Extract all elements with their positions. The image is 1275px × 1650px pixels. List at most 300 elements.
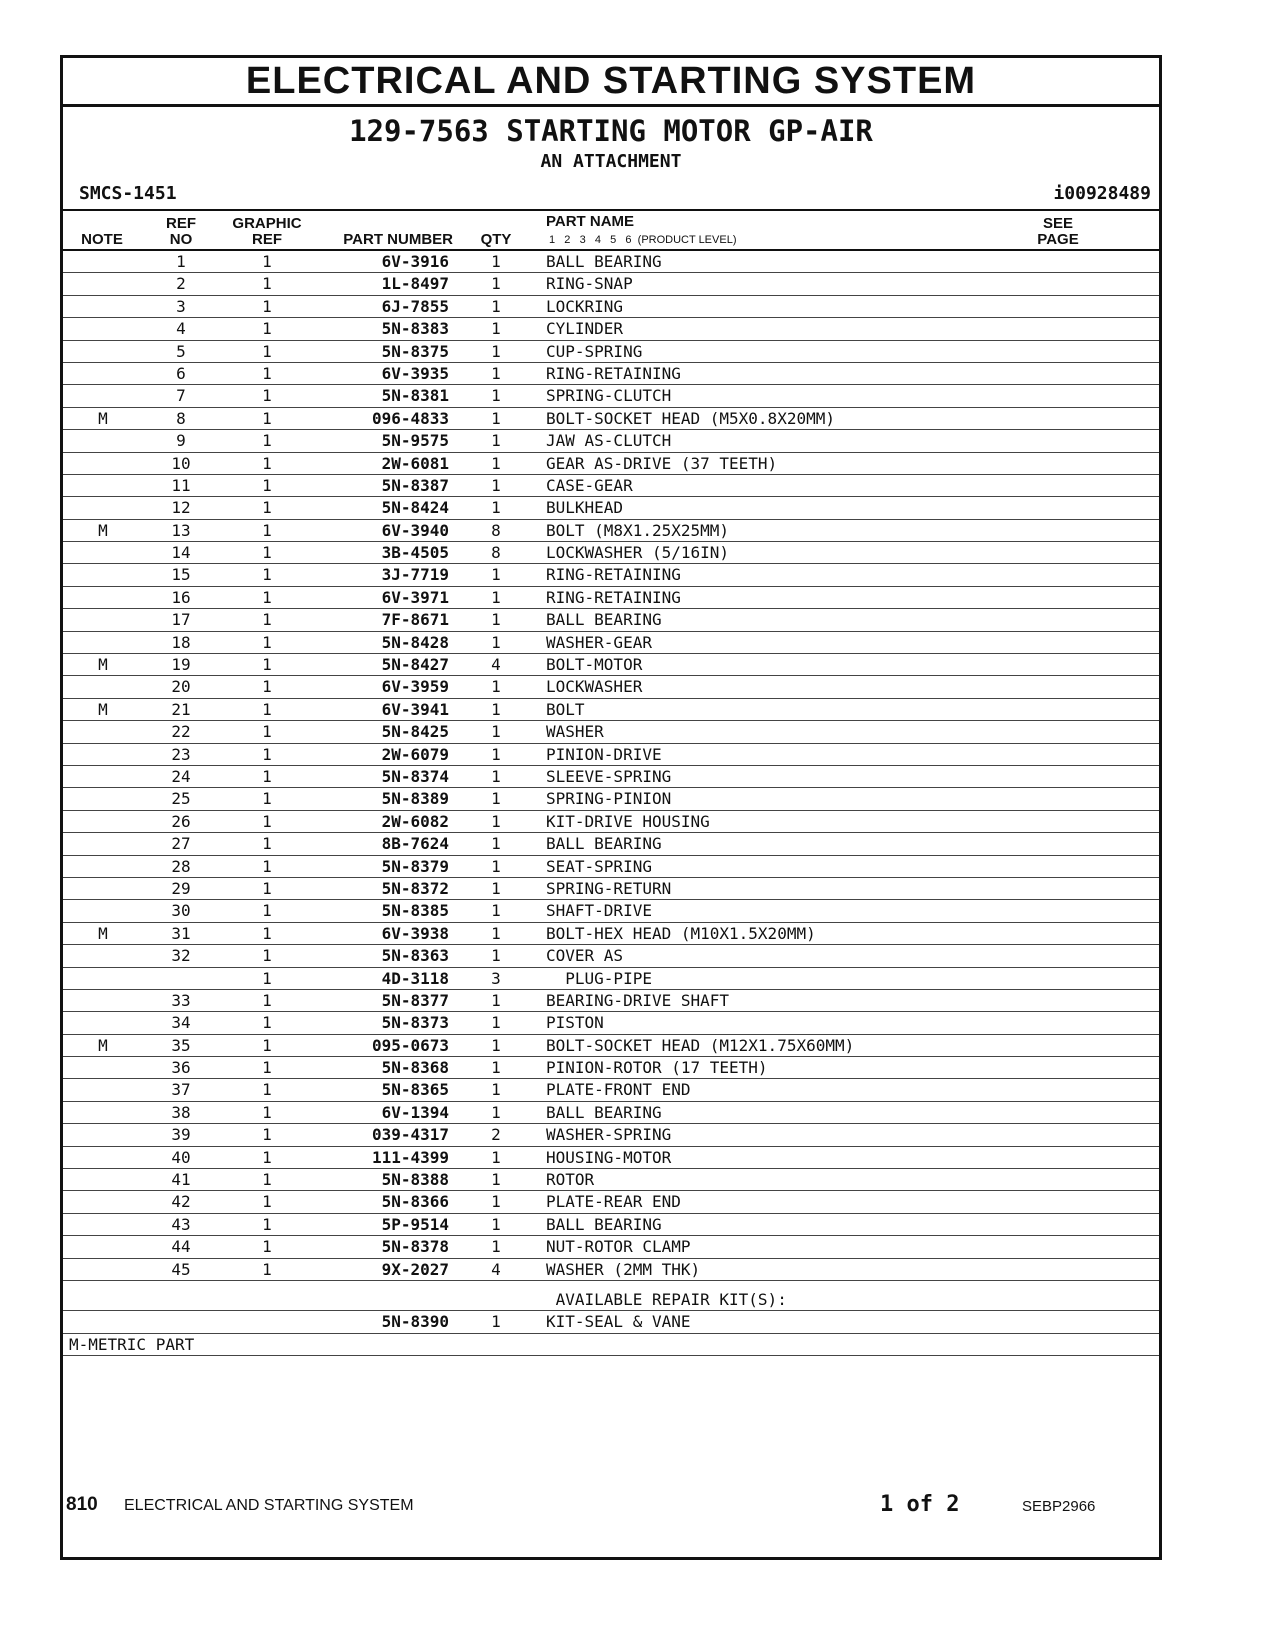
table-row <box>63 990 1159 1012</box>
qty-cell: 1 <box>491 699 501 719</box>
qty-cell: 1 <box>491 946 501 966</box>
part-number-cell: 4D-3118 <box>381 968 449 988</box>
table-row <box>63 385 1159 407</box>
table-row <box>63 1259 1159 1281</box>
qty-cell: 1 <box>491 722 501 742</box>
qty-cell: 1 <box>491 811 501 831</box>
part-name-cell: SHAFT-DRIVE <box>546 901 652 921</box>
ref-no-cell: 39 <box>171 1125 191 1145</box>
part-number-cell: 7F-8671 <box>381 610 449 630</box>
metric-legend: M-METRIC PART <box>69 1334 195 1354</box>
part-name-cell: BALL BEARING <box>546 610 662 630</box>
part-name-cell: BALL BEARING <box>546 1102 662 1122</box>
ref-no-cell: 8 <box>176 408 186 428</box>
note-cell: M <box>98 408 108 428</box>
spacer-row <box>63 1281 1159 1289</box>
graphic-ref-cell: 1 <box>262 834 272 854</box>
qty-cell: 4 <box>491 655 501 675</box>
graphic-ref-cell: 1 <box>262 789 272 809</box>
ref-no-cell: 26 <box>171 811 191 831</box>
ref-no-cell: 42 <box>171 1192 191 1212</box>
ref-no-cell: 23 <box>171 744 191 764</box>
table-row <box>63 632 1159 654</box>
graphic-ref-cell: 1 <box>262 520 272 540</box>
part-name-cell: LOCKWASHER <box>546 677 643 697</box>
part-number-cell: 5N-8373 <box>381 1013 449 1033</box>
part-number-cell: 5P-9514 <box>381 1214 449 1234</box>
ref-no-cell: 25 <box>171 789 191 809</box>
qty-cell: 1 <box>491 990 501 1010</box>
graphic-ref-cell: 1 <box>262 498 272 518</box>
graphic-ref-cell: 1 <box>262 901 272 921</box>
col-graphic-ref-line2: REF <box>252 231 282 248</box>
part-name-cell: GEAR AS-DRIVE (37 TEETH) <box>546 453 778 473</box>
table-row <box>63 318 1159 340</box>
graphic-ref-cell: 1 <box>262 1058 272 1078</box>
part-number-cell: 9X-2027 <box>381 1259 449 1279</box>
ref-no-cell: 6 <box>176 363 186 383</box>
part-name-cell: PINION-DRIVE <box>546 744 662 764</box>
footer-section: ELECTRICAL AND STARTING SYSTEM <box>124 1497 414 1514</box>
graphic-ref-cell: 1 <box>262 1259 272 1279</box>
table-row <box>63 1147 1159 1169</box>
qty-cell: 8 <box>491 520 501 540</box>
graphic-ref-cell: 1 <box>262 968 272 988</box>
graphic-ref-cell: 1 <box>262 565 272 585</box>
qty-cell: 1 <box>491 363 501 383</box>
part-number-cell: 5N-8368 <box>381 1058 449 1078</box>
part-number-cell: 5N-8424 <box>381 498 449 518</box>
part-number-cell: 6V-3971 <box>381 587 449 607</box>
part-name-cell: BALL BEARING <box>546 834 662 854</box>
graphic-ref-cell: 1 <box>262 1102 272 1122</box>
part-number-cell: 5N-9575 <box>381 431 449 451</box>
table-row <box>63 296 1159 318</box>
qty-cell: 1 <box>491 1058 501 1078</box>
qty-cell: 8 <box>491 543 501 563</box>
part-number-cell: 2W-6081 <box>381 453 449 473</box>
part-number-cell: 5N-8383 <box>381 319 449 339</box>
part-name-cell: NUT-ROTOR CLAMP <box>546 1237 691 1257</box>
qty-cell: 1 <box>491 1080 501 1100</box>
note-cell: M <box>98 1035 108 1055</box>
table-row <box>63 363 1159 385</box>
part-number-cell: 6V-1394 <box>381 1102 449 1122</box>
graphic-ref-cell: 1 <box>262 610 272 630</box>
graphic-ref-cell: 1 <box>262 699 272 719</box>
table-row <box>63 923 1159 945</box>
part-number-cell: 6V-3938 <box>381 923 449 943</box>
part-name-cell: BOLT (M8X1.25X25MM) <box>546 520 730 540</box>
qty-cell: 1 <box>491 744 501 764</box>
qty-cell: 1 <box>491 1035 501 1055</box>
ref-no-cell: 1 <box>176 252 186 271</box>
table-row <box>63 968 1159 990</box>
note-cell: M <box>98 520 108 540</box>
part-number-cell: 1L-8497 <box>381 274 449 294</box>
ref-no-cell: 15 <box>171 565 191 585</box>
table-row <box>63 1124 1159 1146</box>
qty-cell: 1 <box>491 1312 501 1332</box>
ref-no-cell: 32 <box>171 946 191 966</box>
part-name-cell: LOCKRING <box>546 296 624 316</box>
graphic-ref-cell: 1 <box>262 1237 272 1257</box>
part-number-cell: 111-4399 <box>371 1147 449 1167</box>
graphic-ref-cell: 1 <box>262 1125 272 1145</box>
table-row <box>63 945 1159 967</box>
part-number-cell: 5N-8379 <box>381 856 449 876</box>
part-name-cell: BOLT <box>546 699 585 719</box>
repair-kit-row <box>63 1311 1159 1333</box>
table-row <box>63 251 1159 273</box>
part-name-cell: CYLINDER <box>546 319 624 339</box>
ref-no-cell: 30 <box>171 901 191 921</box>
part-name-cell: PLUG-PIPE <box>546 968 652 988</box>
part-name-cell: PISTON <box>546 1013 604 1033</box>
part-number-cell: 2W-6082 <box>381 811 449 831</box>
ref-no-cell: 20 <box>171 677 191 697</box>
ref-no-cell: 45 <box>171 1259 191 1279</box>
qty-cell: 1 <box>491 1214 501 1234</box>
part-name-cell: KIT-SEAL & VANE <box>546 1312 691 1332</box>
note-cell: M <box>98 655 108 675</box>
table-row <box>63 475 1159 497</box>
part-number-cell: 5N-8427 <box>381 655 449 675</box>
qty-cell: 1 <box>491 453 501 473</box>
ref-no-cell: 3 <box>176 296 186 316</box>
qty-cell: 1 <box>491 1147 501 1167</box>
graphic-ref-cell: 1 <box>262 722 272 742</box>
part-name-cell: RING-RETAINING <box>546 565 681 585</box>
graphic-ref-cell: 1 <box>262 453 272 473</box>
graphic-ref-cell: 1 <box>262 319 272 339</box>
ref-no-cell: 13 <box>171 520 191 540</box>
qty-cell: 1 <box>491 565 501 585</box>
table-row <box>63 766 1159 788</box>
part-name-cell: BOLT-SOCKET HEAD (M12X1.75X60MM) <box>546 1035 855 1055</box>
smcs-code: SMCS-1451 <box>79 183 177 204</box>
part-number-cell: 3B-4505 <box>381 543 449 563</box>
part-name-cell: BOLT-SOCKET HEAD (M5X0.8X20MM) <box>546 408 835 428</box>
ref-no-cell: 10 <box>171 453 191 473</box>
col-graphic-ref-line1: GRAPHIC <box>232 215 302 232</box>
qty-cell: 1 <box>491 274 501 294</box>
part-number-cell: 6V-3941 <box>381 699 449 719</box>
part-number-cell: 5N-8425 <box>381 722 449 742</box>
graphic-ref-cell: 1 <box>262 363 272 383</box>
ref-no-cell: 27 <box>171 834 191 854</box>
part-number-cell: 5N-8389 <box>381 789 449 809</box>
page-frame <box>60 55 1162 1560</box>
table-row <box>63 609 1159 631</box>
graphic-ref-cell: 1 <box>262 1214 272 1234</box>
product-level: 1 2 3 4 5 6 (PRODUCT LEVEL) <box>549 234 737 246</box>
table-row <box>63 520 1159 542</box>
part-name-cell: BOLT-MOTOR <box>546 655 643 675</box>
part-number-cell: 5N-8374 <box>381 766 449 786</box>
ref-no-cell: 12 <box>171 498 191 518</box>
legend-row <box>63 1334 1159 1356</box>
ref-no-cell: 19 <box>171 655 191 675</box>
graphic-ref-cell: 1 <box>262 744 272 764</box>
qty-cell: 1 <box>491 856 501 876</box>
part-name-cell: CASE-GEAR <box>546 475 633 495</box>
part-name-cell: LOCKWASHER (5/16IN) <box>546 543 730 563</box>
part-number-cell: 6J-7855 <box>381 296 449 316</box>
ref-no-cell: 29 <box>171 878 191 898</box>
table-row <box>63 408 1159 430</box>
part-name-cell: SLEEVE-SPRING <box>546 766 672 786</box>
graphic-ref-cell: 1 <box>262 1035 272 1055</box>
graphic-ref-cell: 1 <box>262 632 272 652</box>
table-row <box>63 1035 1159 1057</box>
qty-cell: 1 <box>491 1013 501 1033</box>
graphic-ref-cell: 1 <box>262 946 272 966</box>
graphic-ref-cell: 1 <box>262 856 272 876</box>
graphic-ref-cell: 1 <box>262 990 272 1010</box>
graphic-ref-cell: 1 <box>262 543 272 563</box>
part-number-cell: 5N-8372 <box>381 878 449 898</box>
part-number-cell: 6V-3940 <box>381 520 449 540</box>
part-name-cell: BOLT-HEX HEAD (M10X1.5X20MM) <box>546 923 816 943</box>
table-row <box>63 587 1159 609</box>
table-row <box>63 430 1159 452</box>
graphic-ref-cell: 1 <box>262 296 272 316</box>
assembly-subtitle: AN ATTACHMENT <box>540 151 682 172</box>
qty-cell: 1 <box>491 475 501 495</box>
part-number-cell: 6V-3959 <box>381 677 449 697</box>
part-name-cell: BEARING-DRIVE SHAFT <box>546 990 730 1010</box>
part-name-cell: WASHER (2MM THK) <box>546 1259 701 1279</box>
part-name-cell: HOUSING-MOTOR <box>546 1147 672 1167</box>
table-row <box>63 1236 1159 1258</box>
ref-no-cell: 22 <box>171 722 191 742</box>
qty-cell: 1 <box>491 766 501 786</box>
table-row <box>63 744 1159 766</box>
ref-no-cell: 11 <box>171 475 191 495</box>
part-name-cell: SPRING-PINION <box>546 789 672 809</box>
ref-no-cell: 5 <box>176 341 186 361</box>
col-ref-no-line2: NO <box>169 231 193 248</box>
table-row <box>63 878 1159 900</box>
note-cell: M <box>98 923 108 943</box>
part-number-cell: 2W-6079 <box>381 744 449 764</box>
part-number-cell: 095-0673 <box>371 1035 449 1055</box>
qty-cell: 1 <box>491 923 501 943</box>
part-number-cell: 5N-8390 <box>381 1312 449 1332</box>
part-number-cell: 5N-8388 <box>381 1170 449 1190</box>
qty-cell: 4 <box>491 1259 501 1279</box>
qty-cell: 1 <box>491 677 501 697</box>
repair-kit-heading-row <box>63 1289 1159 1311</box>
part-name-cell: RING-RETAINING <box>546 363 681 383</box>
ref-no-cell: 33 <box>171 990 191 1010</box>
part-name-cell: WASHER <box>546 722 604 742</box>
graphic-ref-cell: 1 <box>262 587 272 607</box>
col-see-page-line1: SEE <box>1042 215 1073 232</box>
graphic-ref-cell: 1 <box>262 475 272 495</box>
table-row <box>63 341 1159 363</box>
col-qty: QTY <box>480 231 512 248</box>
table-row <box>63 497 1159 519</box>
table-row <box>63 788 1159 810</box>
part-number-cell: 5N-8375 <box>381 341 449 361</box>
ref-no-cell: 31 <box>171 923 191 943</box>
footer-page-of: 1 of 2 <box>880 1492 960 1517</box>
ref-no-cell: 9 <box>176 431 186 451</box>
part-number-cell: 5N-8366 <box>381 1192 449 1212</box>
qty-cell: 3 <box>491 968 501 988</box>
graphic-ref-cell: 1 <box>262 1147 272 1167</box>
ref-no-cell: 4 <box>176 319 186 339</box>
qty-cell: 1 <box>491 632 501 652</box>
part-name-cell: RING-SNAP <box>546 274 633 294</box>
table-row <box>63 1102 1159 1124</box>
ref-no-cell: 2 <box>176 274 186 294</box>
note-cell: M <box>98 699 108 719</box>
table-row <box>63 273 1159 295</box>
part-number-cell: 6V-3916 <box>381 252 449 271</box>
graphic-ref-cell: 1 <box>262 1013 272 1033</box>
part-number-cell: 6V-3935 <box>381 363 449 383</box>
col-ref-no <box>159 216 203 248</box>
ref-no-cell: 38 <box>171 1102 191 1122</box>
graphic-ref-cell: 1 <box>262 878 272 898</box>
qty-cell: 1 <box>491 1170 501 1190</box>
table-row <box>63 453 1159 475</box>
part-name-cell: KIT-DRIVE HOUSING <box>546 811 710 831</box>
ref-no-cell: 43 <box>171 1214 191 1234</box>
table-row <box>63 699 1159 721</box>
table-row <box>63 1057 1159 1079</box>
graphic-ref-cell: 1 <box>262 677 272 697</box>
ref-no-cell: 44 <box>171 1237 191 1257</box>
part-name-cell: WASHER-SPRING <box>546 1125 672 1145</box>
col-part-name: PART NAME <box>546 213 635 230</box>
table-row <box>63 1012 1159 1034</box>
graphic-ref-cell: 1 <box>262 252 272 271</box>
table-row <box>63 676 1159 698</box>
ref-no-cell: 21 <box>171 699 191 719</box>
part-number-cell: 5N-8378 <box>381 1237 449 1257</box>
ref-no-cell: 24 <box>171 766 191 786</box>
ref-no-cell: 14 <box>171 543 191 563</box>
ref-no-cell: 34 <box>171 1013 191 1033</box>
part-name-cell: BULKHEAD <box>546 498 624 518</box>
part-number-cell: 5N-8381 <box>381 386 449 406</box>
table-row <box>63 856 1159 878</box>
part-number-cell: 5N-8377 <box>381 990 449 1010</box>
qty-cell: 1 <box>491 878 501 898</box>
table-row <box>63 811 1159 833</box>
table-row <box>63 1169 1159 1191</box>
qty-cell: 1 <box>491 789 501 809</box>
table-row <box>63 542 1159 564</box>
graphic-ref-cell: 1 <box>262 1192 272 1212</box>
qty-cell: 1 <box>491 319 501 339</box>
part-name-cell: PLATE-FRONT END <box>546 1080 691 1100</box>
ref-no-cell: 16 <box>171 587 191 607</box>
ref-no-cell: 7 <box>176 386 186 406</box>
ref-no-cell: 40 <box>171 1147 191 1167</box>
part-name-cell: RING-RETAINING <box>546 587 681 607</box>
part-number-cell: 8B-7624 <box>381 834 449 854</box>
table-row <box>63 1214 1159 1236</box>
part-name-cell: PLATE-REAR END <box>546 1192 681 1212</box>
qty-cell: 1 <box>491 341 501 361</box>
qty-cell: 1 <box>491 498 501 518</box>
col-part-number: PART NUMBER <box>343 231 453 248</box>
qty-cell: 2 <box>491 1125 501 1145</box>
col-ref-no-line1: REF <box>166 215 196 232</box>
part-name-cell: JAW AS-CLUTCH <box>546 431 672 451</box>
graphic-ref-cell: 1 <box>262 431 272 451</box>
part-number-cell: 5N-8387 <box>381 475 449 495</box>
graphic-ref-cell: 1 <box>262 655 272 675</box>
col-note: NOTE <box>81 231 123 248</box>
ref-no-cell: 36 <box>171 1058 191 1078</box>
ref-no-cell: 35 <box>171 1035 191 1055</box>
part-name-cell: CUP-SPRING <box>546 341 643 361</box>
graphic-ref-cell: 1 <box>262 408 272 428</box>
part-name-cell: PINION-ROTOR (17 TEETH) <box>546 1058 768 1078</box>
ref-no-cell: 37 <box>171 1080 191 1100</box>
ref-no-cell: 18 <box>171 632 191 652</box>
part-number-cell: 5N-8385 <box>381 901 449 921</box>
qty-cell: 1 <box>491 901 501 921</box>
graphic-ref-cell: 1 <box>262 766 272 786</box>
illustration-id: i00928489 <box>1053 183 1151 204</box>
part-name-cell: SEAT-SPRING <box>546 856 652 876</box>
graphic-ref-cell: 1 <box>262 811 272 831</box>
table-row <box>63 1079 1159 1101</box>
graphic-ref-cell: 1 <box>262 341 272 361</box>
graphic-ref-cell: 1 <box>262 1170 272 1190</box>
part-name-cell: WASHER-GEAR <box>546 632 652 652</box>
graphic-ref-cell: 1 <box>262 923 272 943</box>
graphic-ref-cell: 1 <box>262 274 272 294</box>
table-row <box>63 721 1159 743</box>
table-row <box>63 1191 1159 1213</box>
graphic-ref-cell: 1 <box>262 1080 272 1100</box>
qty-cell: 1 <box>491 1237 501 1257</box>
col-see-page <box>1033 216 1083 248</box>
col-see-page-line2: PAGE <box>1037 231 1079 248</box>
qty-cell: 1 <box>491 252 501 271</box>
part-number-cell: 039-4317 <box>371 1125 449 1145</box>
qty-cell: 1 <box>491 431 501 451</box>
qty-cell: 1 <box>491 408 501 428</box>
table-row <box>63 900 1159 922</box>
graphic-ref-cell: 1 <box>262 386 272 406</box>
qty-cell: 1 <box>491 587 501 607</box>
part-name-cell: ROTOR <box>546 1170 595 1190</box>
ref-no-cell: 17 <box>171 610 191 630</box>
qty-cell: 1 <box>491 834 501 854</box>
table-row <box>63 654 1159 676</box>
part-name-cell: BALL BEARING <box>546 1214 662 1234</box>
qty-cell: 1 <box>491 610 501 630</box>
ref-no-cell: 28 <box>171 856 191 876</box>
table-row <box>63 564 1159 586</box>
part-number-cell: 096-4833 <box>371 408 449 428</box>
part-number-cell: 3J-7719 <box>381 565 449 585</box>
qty-cell: 1 <box>491 296 501 316</box>
qty-cell: 1 <box>491 1102 501 1122</box>
qty-cell: 1 <box>491 386 501 406</box>
part-number-cell: 5N-8428 <box>381 632 449 652</box>
footer-page-number: 810 <box>66 1494 98 1515</box>
